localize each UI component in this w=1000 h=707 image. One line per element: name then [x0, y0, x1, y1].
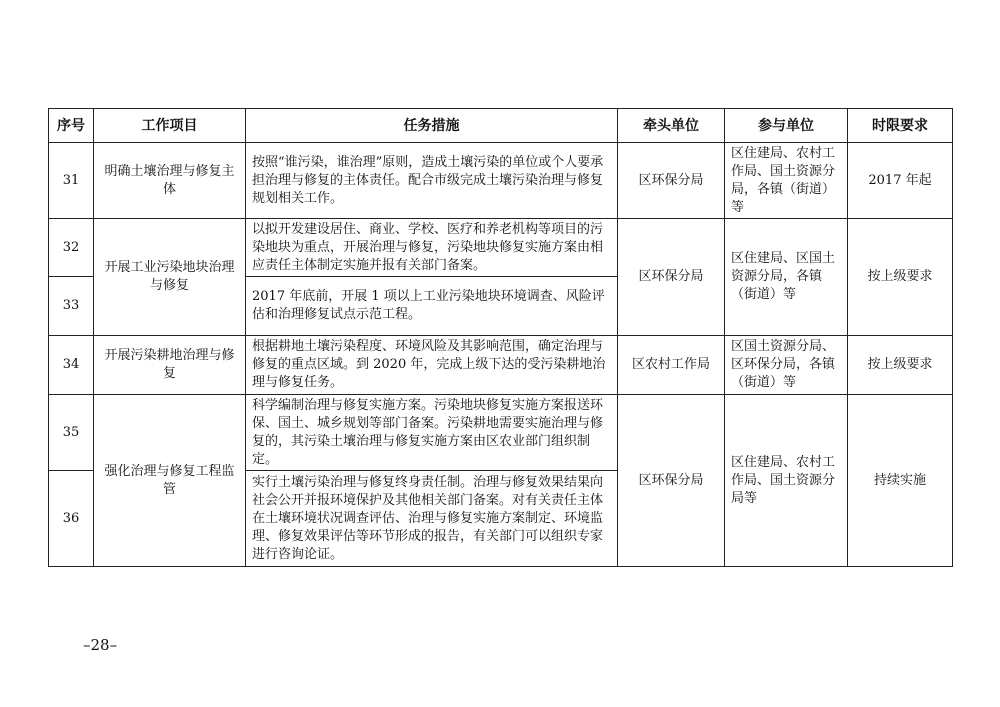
- row-no: 35: [49, 395, 94, 471]
- row-no: 32: [49, 219, 94, 277]
- row-task: 2017 年底前，开展 1 项以上工业污染地块环境调查、风险评估和治理修复试点示范工程。: [246, 277, 618, 336]
- row-task: 按照“谁污染，谁治理”原则，造成土壤污染的单位或个人要承担治理与修复的主体责任。配合市级完成土壤污染治理与修复规划相关工作。: [246, 143, 618, 219]
- task-table: [48, 108, 953, 567]
- row-deadline: 按上级要求: [848, 336, 953, 395]
- row-deadline: 2017 年起: [848, 143, 953, 219]
- table-row: [49, 143, 953, 219]
- row-deadline: 按上级要求: [848, 219, 953, 336]
- table-header-row: [49, 109, 953, 143]
- row-task: 根据耕地土壤污染程度、环境风险及其影响范围，确定治理与修复的重点区域。到 2020 年，完成上级下达的受污染耕地治理与修复任务。: [246, 336, 618, 395]
- row-lead: 区环保分局: [618, 395, 725, 567]
- row-task: 实行土壤污染治理与修复终身责任制。治理与修复效果结果向社会公开并报环境保护及其他相关部门备案。对有关责任主体在土壤环境状况调查评估、治理与修复实施方案制定、环境监理、修复效果评估等环节形成的报告，有关部门可以组织专家进行咨询论证。: [246, 471, 618, 567]
- row-no: 36: [49, 471, 94, 567]
- row-participants: 区住建局、农村工作局、国土资源分局等: [725, 395, 848, 567]
- row-deadline: 持续实施: [848, 395, 953, 567]
- header-deadline: 时限要求: [848, 109, 953, 143]
- header-project: 工作项目: [94, 109, 246, 143]
- row-participants: 区国土资源分局、区环保分局，各镇（街道）等: [725, 336, 848, 395]
- row-lead: 区环保分局: [618, 219, 725, 336]
- row-no: 33: [49, 277, 94, 336]
- row-project: 强化治理与修复工程监管: [94, 395, 246, 567]
- row-no: 34: [49, 336, 94, 395]
- header-participants: 参与单位: [725, 109, 848, 143]
- row-no: 31: [49, 143, 94, 219]
- table-row: [49, 219, 953, 277]
- header-task: 任务措施: [246, 109, 618, 143]
- row-participants: 区住建局、农村工作局、国土资源分局，各镇（街道）等: [725, 143, 848, 219]
- row-lead: 区环保分局: [618, 143, 725, 219]
- table-row: [49, 336, 953, 395]
- row-participants: 区住建局、区国土资源分局，各镇（街道）等: [725, 219, 848, 336]
- row-task: 以拟开发建设居住、商业、学校、医疗和养老机构等项目的污染地块为重点，开展治理与修复，污染地块修复实施方案由相应责任主体制定实施并报有关部门备案。: [246, 219, 618, 277]
- row-lead: 区农村工作局: [618, 336, 725, 395]
- row-project: 开展工业污染地块治理与修复: [94, 219, 246, 336]
- table-row: [49, 395, 953, 471]
- row-project: 明确土壤治理与修复主体: [94, 143, 246, 219]
- row-task: 科学编制治理与修复实施方案。污染地块修复实施方案报送环保、国土、城乡规划等部门备案。污染耕地需要实施治理与修复的，其污染土壤治理与修复实施方案由区农业部门组织制定。: [246, 395, 618, 471]
- page-number: –28–: [83, 636, 118, 654]
- header-lead: 牵头单位: [618, 109, 725, 143]
- row-project: 开展污染耕地治理与修复: [94, 336, 246, 395]
- header-no: 序号: [49, 109, 94, 143]
